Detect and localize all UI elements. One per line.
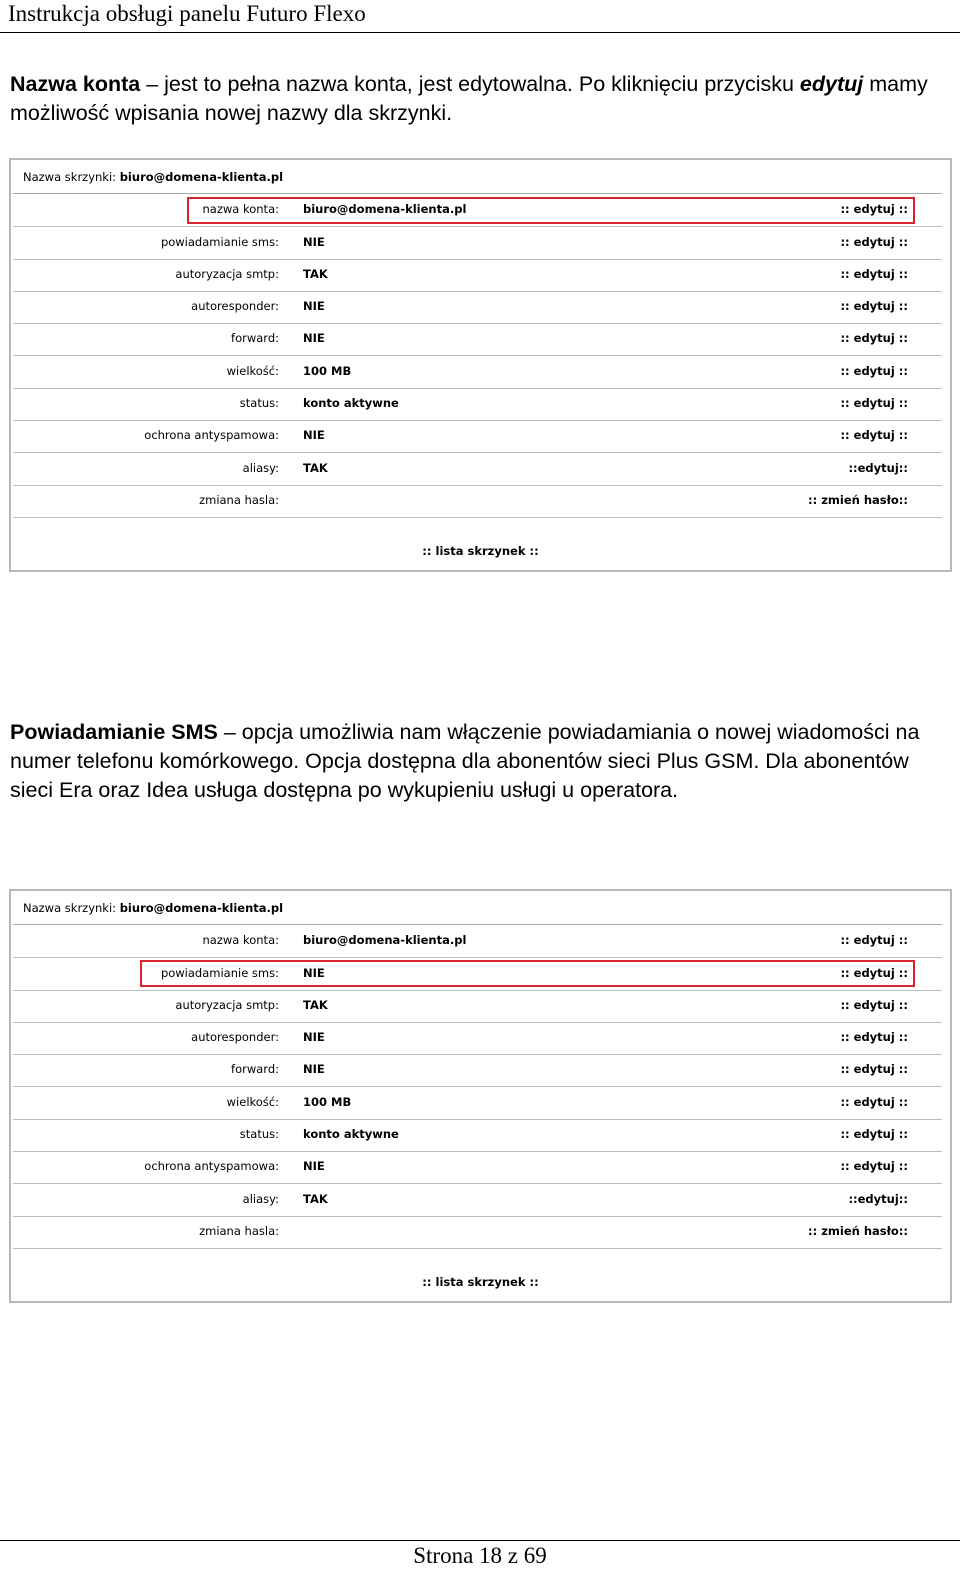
edit-link[interactable]: :: edytuj :: [840,267,908,281]
panel-title [23,901,283,915]
panel-title-value: biuro@domena-klienta.pl [119,901,284,915]
row-value: NIE [303,331,325,345]
row-account-name [13,194,942,227]
term-account-name: Nazwa konta [10,72,141,96]
row-label: autoryzacja smtp: [175,267,279,281]
row-label: status: [239,1127,279,1141]
row-value: TAK [303,1192,328,1206]
paragraph-text: – opcja umożliwia nam włączenie powiadamiania o nowej wiadomości na numer telefonu komórkowego. Opcja dostępna dla abonentów sieci Plus GSM. Dla abonentów sieci Era oraz Idea usługa dostępna po wykupieniu usługi u operatora. [10,720,920,802]
row-label: zmiana hasla: [199,1224,279,1238]
panel-title-value: biuro@domena-klienta.pl [119,170,284,184]
row-label: wielkość: [226,1095,279,1109]
document-title: Instrukcja obsługi panelu Futuro Flexo [8,1,366,26]
row-value: 100 MB [303,1095,352,1109]
row-sms-notification [13,958,942,991]
mailbox-panel-2 [9,889,952,1303]
row-smtp-auth [13,990,942,1023]
row-sms-notification [13,227,942,260]
row-value: konto aktywne [303,396,399,410]
row-label: aliasy: [242,1192,279,1206]
row-antispam [13,1151,942,1184]
edit-link[interactable]: :: edytuj :: [840,1095,908,1109]
row-antispam [13,420,942,453]
row-label: powiadamianie sms: [160,235,279,249]
edit-link[interactable]: :: edytuj :: [840,1159,908,1173]
row-account-name [13,925,942,958]
row-value: NIE [303,235,325,249]
row-value: biuro@domena-klienta.pl [303,933,467,947]
edit-link[interactable]: :: edytuj :: [840,933,908,947]
row-value: TAK [303,461,328,475]
edit-link[interactable]: :: edytuj :: [840,331,908,345]
row-smtp-auth [13,259,942,292]
paragraph-sms [10,718,950,805]
row-label: autoryzacja smtp: [175,998,279,1012]
edit-link[interactable]: :: edytuj :: [840,202,908,216]
row-change-password [13,1216,942,1249]
row-size [13,1087,942,1120]
edit-link[interactable]: :: edytuj :: [840,364,908,378]
row-label: nazwa konta: [202,933,279,947]
row-size [13,356,942,389]
row-label: powiadamianie sms: [160,966,279,980]
edit-link[interactable]: :: edytuj :: [840,396,908,410]
mailbox-panel-1 [9,158,952,572]
edit-link[interactable]: :: edytuj :: [840,1127,908,1141]
row-label: ochrona antyspamowa: [144,428,279,442]
row-status [13,388,942,421]
page-footer [0,1540,960,1568]
row-value: TAK [303,998,328,1012]
row-autoresponder [13,1022,942,1055]
page-number: Strona 18 z 69 [413,1543,547,1568]
panel-title [23,170,283,184]
term-sms: Powiadamianie SMS [10,720,218,744]
edit-link[interactable]: :: edytuj :: [840,235,908,249]
mailbox-list-link[interactable]: :: lista skrzynek :: [422,544,539,558]
row-aliases [13,453,942,486]
row-label: forward: [231,331,279,345]
row-label: forward: [231,1062,279,1076]
row-value: NIE [303,1159,325,1173]
change-password-link[interactable]: :: zmień hasło:: [808,1224,908,1238]
paragraph-text: – jest to pełna nazwa konta, jest edytowalna. Po kliknięciu przycisku [140,72,800,96]
row-label: autoresponder: [191,299,279,313]
row-value: NIE [303,1030,325,1044]
row-label: status: [239,396,279,410]
row-value: NIE [303,1062,325,1076]
row-label: wielkość: [226,364,279,378]
change-password-link[interactable]: :: zmień hasło:: [808,493,908,507]
document-header [0,0,960,33]
row-value: NIE [303,966,325,980]
row-value: 100 MB [303,364,352,378]
row-status [13,1119,942,1152]
row-forward [13,1054,942,1087]
panel-title-label: Nazwa skrzynki: [23,170,117,184]
paragraph-text: mamy możliwość wpisania nowej nazwy dla skrzynki. [10,72,928,125]
edit-link[interactable]: :: edytuj :: [840,966,908,980]
row-value: TAK [303,267,328,281]
mailbox-list-link[interactable]: :: lista skrzynek :: [422,1275,539,1289]
row-forward [13,323,942,356]
panel-title-label: Nazwa skrzynki: [23,901,117,915]
edit-link[interactable]: ::edytuj:: [848,1192,908,1206]
row-change-password [13,485,942,518]
edit-link[interactable]: :: edytuj :: [840,428,908,442]
row-label: ochrona antyspamowa: [144,1159,279,1173]
row-value: NIE [303,299,325,313]
term-edit: edytuj [799,72,864,96]
edit-link[interactable]: :: edytuj :: [840,1062,908,1076]
edit-link[interactable]: :: edytuj :: [840,1030,908,1044]
paragraph-account-name [10,70,950,128]
row-label: aliasy: [242,461,279,475]
row-label: nazwa konta: [202,202,279,216]
row-value: biuro@domena-klienta.pl [303,202,467,216]
row-label: autoresponder: [191,1030,279,1044]
edit-link[interactable]: :: edytuj :: [840,998,908,1012]
row-value: konto aktywne [303,1127,399,1141]
row-label: zmiana hasla: [199,493,279,507]
row-value: NIE [303,428,325,442]
row-autoresponder [13,291,942,324]
edit-link[interactable]: ::edytuj:: [848,461,908,475]
edit-link[interactable]: :: edytuj :: [840,299,908,313]
row-aliases [13,1184,942,1217]
